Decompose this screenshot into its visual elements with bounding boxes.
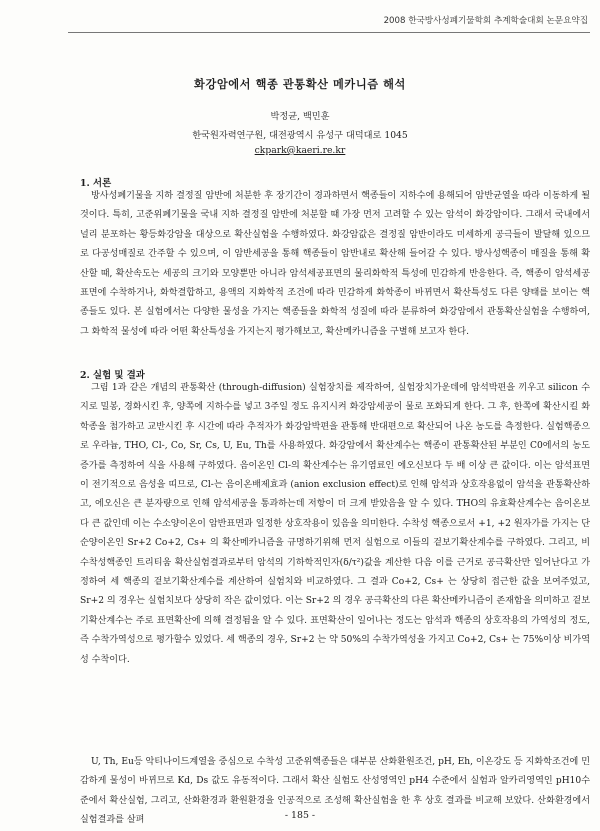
introduction-paragraph: 방사성폐기물을 지하 결정질 암반에 처분한 후 장기간이 경과하면서 핵종들이 지하수에 용해되어 암반균열을 따라 이동하게 될 것이다. 특히, 고준위폐기물을 국내 지하 결정질 암반에 처분할 때 가장 먼저 고려할 수 있는 암석이 화강암이다. 그래서 국내에서 널리 분포하는 황등화강암을 대상으로 확산실험을 수행하였다. 화강암값은 결정질 암반이라도 미세하게 공극들이 발달해 있으므로 다공성매질로 간주할 수 있으며, 이 암반세공을 통해 핵종들이 암반내로 확산해 들어갈 수 있다. 방사성핵종이 매질을 통해 확산할 때, 확산속도는 세공의 크기와 모양뿐만 아니라 암석세공표면의 물리화학적 특성에 민감하게 반응한다. 즉, 핵종이 암석세공표면에 수착하거나, 화학결합하고, 용액의 지화학적 조건에 따라 민감하게 화학종이 바뀌면서 확산특성도 다른 양태를 보이는 핵종들도 있다. 본 실험에서는 다양한 물성을 가지는 핵종들을 화학적 성질에 따라 분류하여 화강암에서 관통확산실험을 수행하여, 그 화학적 물성에 따라 어떤 확산특성을 가지는지 평가해보고, 확산메카니즘을 구별해 보고자 한다. [80, 191, 590, 337]
page-number: - 185 - [284, 810, 316, 821]
section-heading-experiment: 2. 실험 및 결과 [80, 370, 145, 381]
running-head: 2008 한국방사성폐기물학회 추계학술대회 논문요약집 [383, 16, 588, 26]
paper-affiliation: 한국원자력연구원, 대전광역시 유성구 대덕대로 1045 [192, 130, 408, 141]
experiment-paragraph-2: U, Th, Eu등 악티나이드계열을 중심으로 수착성 고준위핵종들은 대부분 산화환원조건, pH, Eh, 이온강도 등 지화학조건에 민감하게 물성이 바뀌므로 Kd, Ds 값도 유동적이다. 그래서 확산 실험도 산성영역인 pH4 수준에서 실험과 알카리영역인 pH10수준에서 확산실험, 그리고, 산화환경과 환원환경을 인공적으로 조성해 확산실험을 한 후 상호 결과를 비교해 보았다. 산화환경에서 실험결과를 살펴 [80, 757, 590, 826]
author-email-link[interactable]: ckpark@kaeri.re.kr [254, 145, 346, 156]
paper-authors: 박정균, 백민훈 [270, 111, 330, 122]
section-heading-introduction: 1. 서론 [80, 178, 112, 189]
paper-title: 화강암에서 핵종 관통확산 메카니즘 해석 [194, 77, 406, 91]
experiment-paragraph-1: 그림 1과 같은 개념의 관통확산 (through-diffusion) 실험장치를 제작하여, 실험장치가운데에 암석박편을 끼우고 silicon 수지로 밀봉, 경화시킨 후, 양쪽에 지하수를 넣고 3주일 정도 유지시켜 화강암세공이 물로 포화되게 한다. 그 후, 한쪽에 확산시킬 화학종을 첨가하고 교반시킨 후 시간에 따라 추적자가 화강암박편을 관통해 반대편으로 확산되어 나온 농도를 측정한다. 실험핵종으로 우라늄, THO, Cl-, Co, Sr, Cs, U, Eu, Th를 사용하였다. 화강암에서 확산계수는 핵종이 관통확산된 부분인 C0에서의 농도증가를 측정하여 식을 사용해 구하였다. 음이온인 Cl-의 확산계수는 유기염료인 에오신보다 두 배 이상 큰 값이다. 이는 암석표면이 전기적으로 음성을 띠므로, Cl-는 음이온배제효과 (anion exclusion effect)로 인해 암석과 상호작용없이 암석을 관통확산하고, 에오신은 큰 분자량으로 인해 암석세공을 통과하는데 저항이 더 크게 받았음을 알 수 있다. THO의 유효확산계수는 음이온보다 큰 값인데 이는 수소양이온이 암반표면과 일정한 상호작용이 있음을 의미한다. 수착성 핵종으로서 +1, +2 원자가를 가지는 단순양이온인 Sr+2 Co+2, Cs+ 의 확산메카니즘을 규명하기위해 먼저 실험으로 이들의 겉보기확산계수를 구하였다. 그리고, 비수착성핵종인 트리티움 확산실험결과로부터 암석의 기하학적인자(δ/τ²)값을 계산한 다음 이를 근거로 공극확산만 일어난다고 가정하여 세 핵종의 겉보기확산계수를 계산하여 실험치와 비교하였다. 그 결과 Co+2, Cs+ 는 상당히 접근한 값을 보여주었고, Sr+2 의 경우는 실험치보다 상당히 작은 값이었다. 이는 Sr+2 의 경우 공극확산의 다른 확산메카니즘이 존재함을 의미하고 겉보기확산계수는 주로 표면확산에 의해 결정됨을 알 수 있다. 표면확산이 일어나는 정도는 암석과 핵종의 상호작용의 가역성의 정도, 즉 수착가역성으로 평가할수 있었다. 세 핵종의 경우, Sr+2 는 약 50%의 수착가역성을 가지고 Co+2, Cs+ 는 75%이상 비가역성 수착이다. [80, 383, 590, 665]
header-rule [68, 32, 590, 33]
